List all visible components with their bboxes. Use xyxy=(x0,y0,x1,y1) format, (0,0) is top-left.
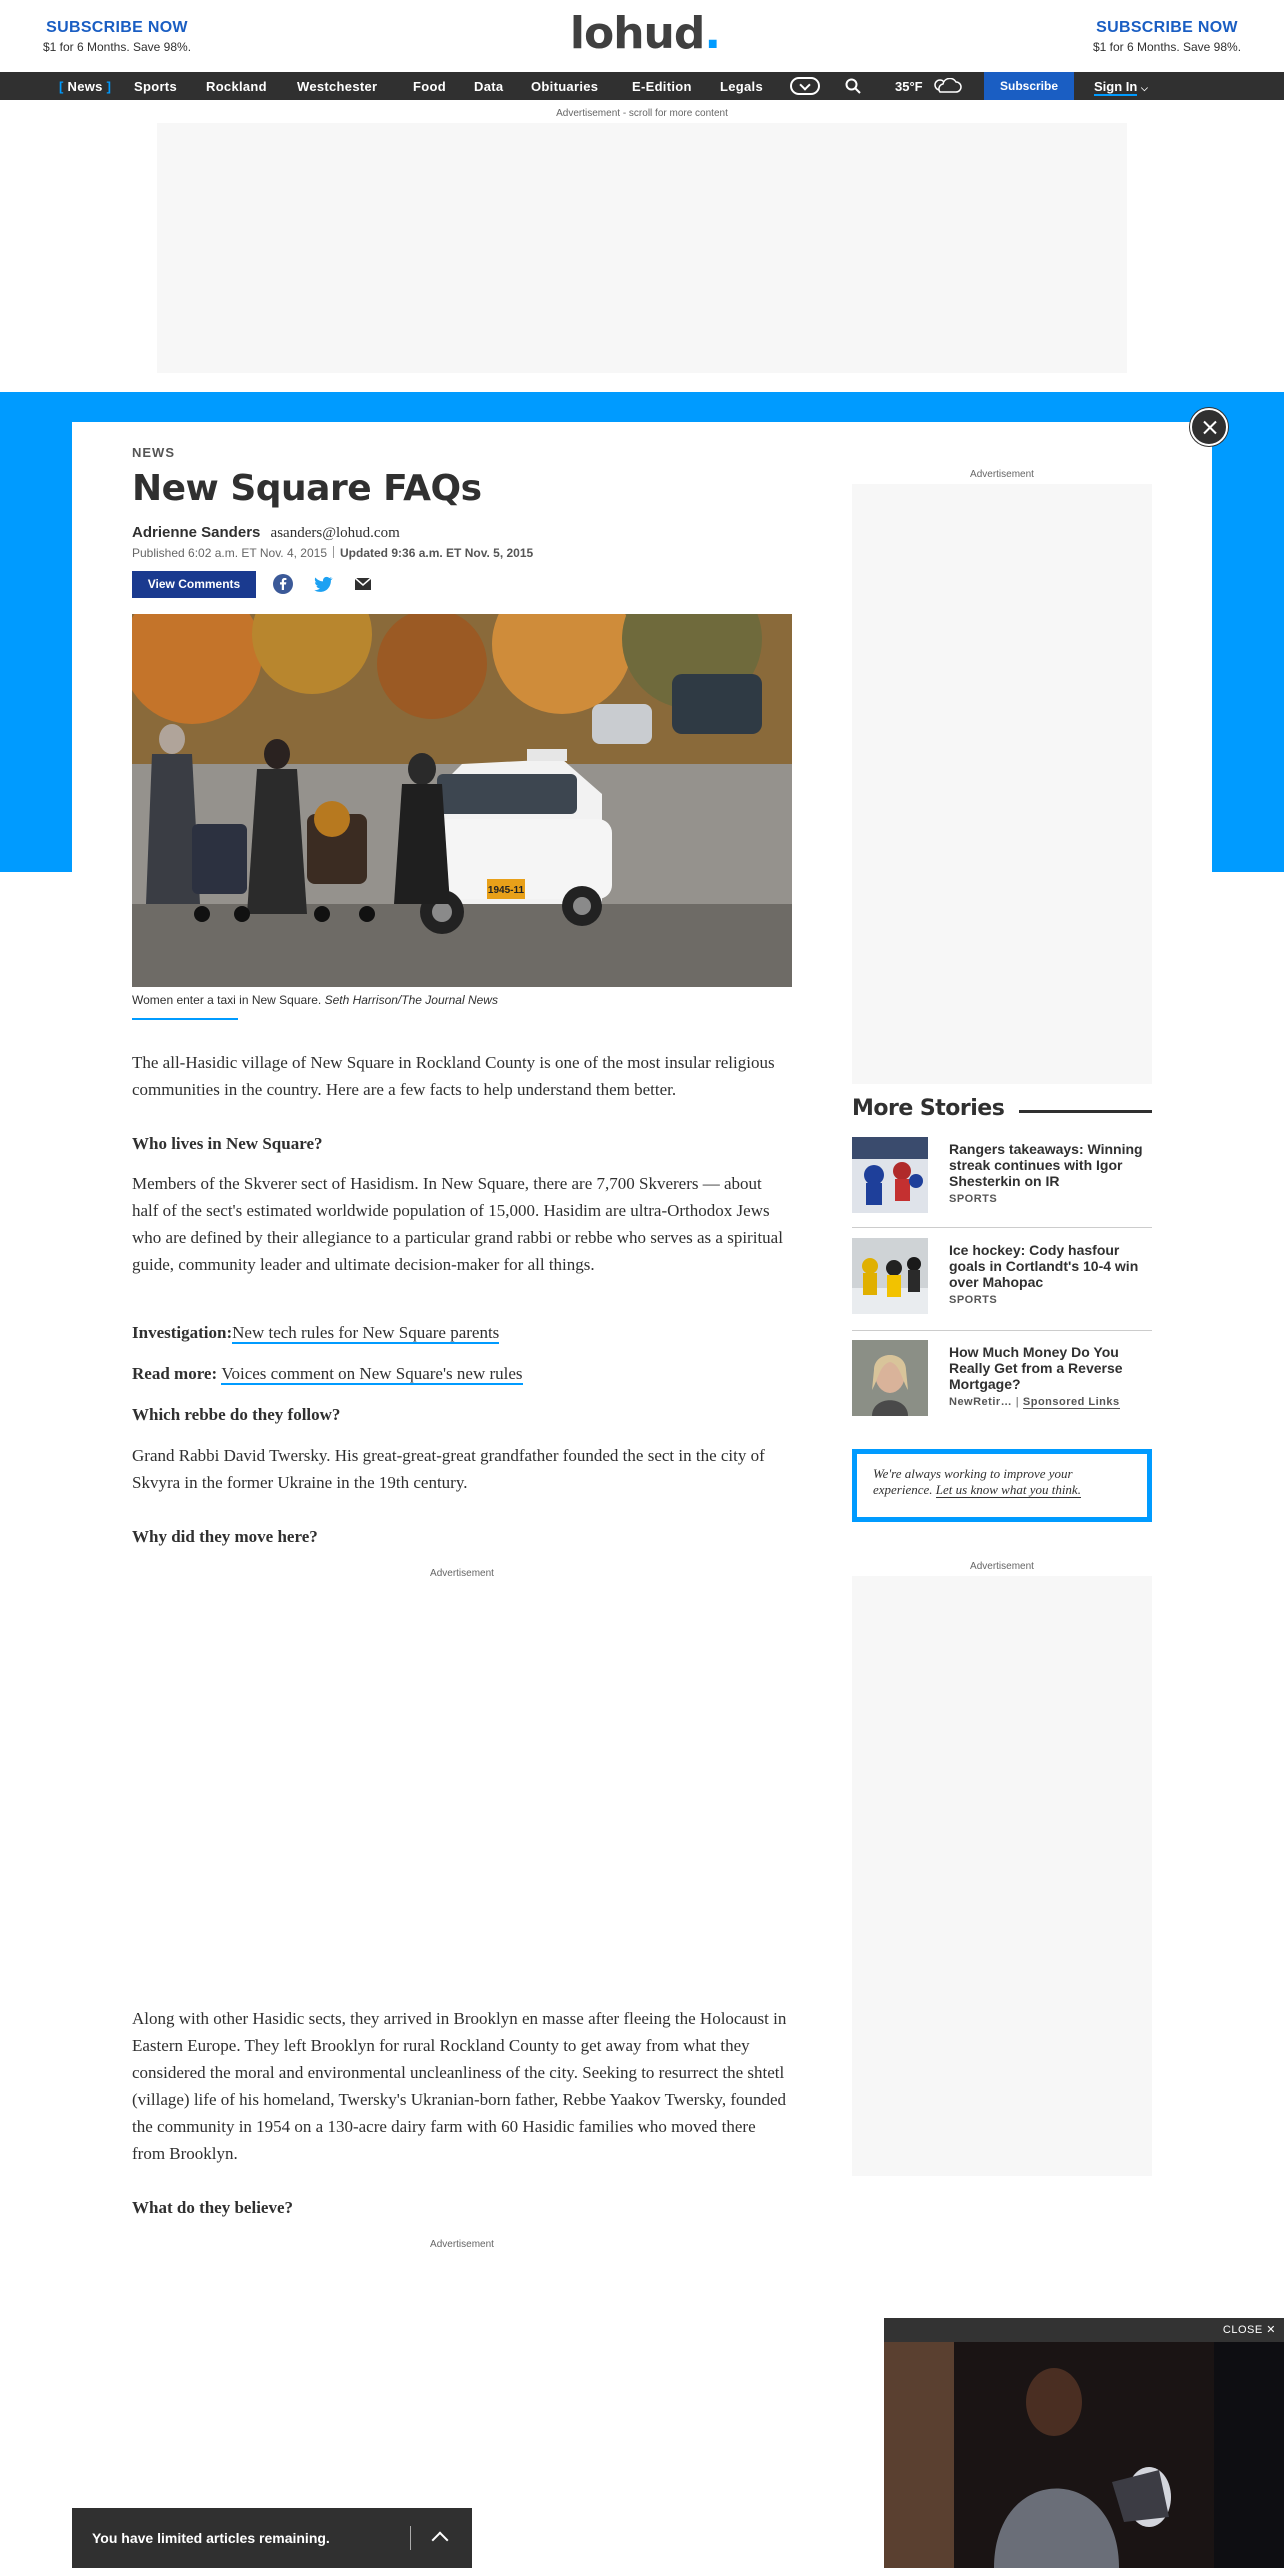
more-stories-rule xyxy=(1019,1110,1152,1113)
story-section: SPORTS xyxy=(949,1193,998,1205)
story-thumbnail[interactable] xyxy=(852,1238,928,1314)
caption-divider xyxy=(132,1018,238,1020)
sponsor-name: NewRetir… xyxy=(949,1396,1013,1408)
nav-item-sports[interactable]: Sports xyxy=(134,79,177,94)
byline xyxy=(132,524,400,542)
subscribe-title[interactable]: SUBSCRIBE NOW xyxy=(46,19,188,36)
story-section: NewRetir… | Sponsored Links xyxy=(949,1396,1120,1408)
rail-ad-label: Advertisement xyxy=(970,1561,1034,1572)
facebook-icon[interactable] xyxy=(273,574,293,594)
story-headline[interactable]: Ice hockey: Cody hasfour goals in Cortlandt's 10-4 win over Mahopac xyxy=(949,1242,1139,1290)
ad-label: Advertisement xyxy=(430,2239,494,2250)
nav-item-rockland[interactable]: Rockland xyxy=(206,79,267,94)
subscribe-promo-right[interactable] xyxy=(1067,19,1267,54)
story-headline[interactable]: How Much Money Do You Really Get from a Reverse Mortgage? xyxy=(949,1344,1123,1392)
story-thumbnail[interactable] xyxy=(852,1137,928,1213)
limited-articles-text: You have limited articles remaining. xyxy=(92,2530,330,2546)
feedback-text: We're always working to improve your experience. xyxy=(873,1466,1073,1497)
chevron-up-icon[interactable] xyxy=(432,2532,449,2549)
updated-date: Updated 9:36 a.m. ET Nov. 5, 2015 xyxy=(340,546,534,560)
logo-text: lohud xyxy=(569,8,705,59)
question-heading-2: Which rebbe do they follow? xyxy=(132,1405,341,1424)
author-email[interactable]: asanders@lohud.com xyxy=(270,525,400,541)
top-ad-slot[interactable] xyxy=(157,123,1127,373)
more-menu-icon[interactable] xyxy=(790,77,820,95)
twitter-icon[interactable] xyxy=(313,574,333,594)
main-nav xyxy=(0,72,1284,100)
intro-paragraph: The all-Hasidic village of New Square in Rockland County is one of the most insular religious communities in the country. Here are a few facts to help understand them better. xyxy=(132,1053,775,1099)
video-frame[interactable] xyxy=(884,2342,1284,2568)
logo-dot: . xyxy=(704,8,721,59)
answer-paragraph-2: Grand Rabbi David Twersky. His great-great-great grandfather founded the sect in the city of Skvyra in the former Ukraine in the 19th century. xyxy=(132,1446,765,1492)
sign-in-link[interactable]: Sign In ⌵ xyxy=(1094,79,1148,94)
more-stories-header xyxy=(852,1096,1152,1121)
nav-item-westchester[interactable]: Westchester xyxy=(297,79,378,94)
weather-cloud-icon[interactable] xyxy=(932,78,962,94)
hero-photo[interactable] xyxy=(132,614,792,987)
limited-articles-bar[interactable] xyxy=(72,2508,472,2568)
question-heading-4: What do they believe? xyxy=(132,2198,294,2217)
subscribe-offer: $1 for 6 Months. Save 98%. xyxy=(42,40,192,54)
view-comments-button[interactable]: View Comments xyxy=(132,571,256,598)
subscribe-offer: $1 for 6 Months. Save 98%. xyxy=(1092,40,1242,54)
limited-bar-separator xyxy=(410,2526,411,2550)
search-icon[interactable] xyxy=(845,78,861,94)
rail-ad-label: Advertisement xyxy=(970,469,1034,480)
question-heading-1: Who lives in New Square? xyxy=(132,1134,323,1153)
answer-paragraph-3: Along with other Hasidic sects, they arrived in Brooklyn en masse after fleeing the Holocaust in Eastern Europe. They left Brooklyn for rural Rockland County to get away from what they considered the moral and environmental uncleanliness of the city. Seeking to resurrect the shtetl (village) life of his homeland, Twersky's Ukranian-born father, Rebbe Yaakov Twersky, founded the community in 1954 on a 130-acre dairy farm with 60 Hasidic families who moved there from Brooklyn. xyxy=(132,2009,787,2163)
investigation-line xyxy=(132,1323,499,1343)
author-name[interactable]: Adrienne Sanders xyxy=(132,524,261,541)
story-thumbnail[interactable] xyxy=(852,1340,928,1416)
feedback-link[interactable]: Let us know what you think. xyxy=(935,1482,1081,1497)
rail-ad-slot-1[interactable] xyxy=(852,484,1152,1084)
nav-item-obituaries[interactable]: Obituaries xyxy=(531,79,599,94)
subscribe-title[interactable]: SUBSCRIBE NOW xyxy=(1096,19,1238,36)
section-label[interactable]: NEWS xyxy=(132,445,175,460)
page-title: New Square FAQs xyxy=(132,468,482,509)
video-top-bar xyxy=(884,2318,1284,2342)
investigation-link[interactable]: New tech rules for New Square parents xyxy=(232,1323,500,1342)
sponsored-links[interactable]: Sponsored Links xyxy=(1022,1396,1120,1408)
caption-text: Women enter a taxi in New Square. xyxy=(132,993,322,1007)
nav-item-e-edition[interactable]: E-Edition xyxy=(632,79,692,94)
ad-scroll-note: Advertisement - scroll for more content xyxy=(556,108,728,119)
story-headline[interactable]: Rangers takeaways: Winning streak continues with Igor Shesterkin on IR xyxy=(949,1141,1143,1189)
feedback-box xyxy=(852,1449,1152,1522)
story-item[interactable] xyxy=(852,1238,1152,1328)
photo-credit: Seth Harrison/The Journal News xyxy=(324,993,498,1007)
weather-temp[interactable]: 35°F xyxy=(895,79,923,94)
nav-item-food[interactable]: Food xyxy=(413,79,446,94)
story-item[interactable] xyxy=(852,1137,1152,1227)
answer-paragraph-1: Members of the Skverer sect of Hasidism. In New Square, there are 7,700 Skverers — about half of the sect's estimated worldwide population of 15,000. Hasidim are ultra-Orthodox Jews who are defined by their allegiance to a particular grand rabbi or rebbe who serves as a spiritual guide, community leader and ultimate decision-maker for all things. xyxy=(132,1174,783,1274)
subscribe-promo-left[interactable] xyxy=(17,19,217,54)
subscribe-button[interactable]: Subscribe xyxy=(984,72,1074,100)
floating-video-player[interactable] xyxy=(884,2318,1284,2568)
more-stories-title: More Stories xyxy=(852,1096,1005,1121)
story-section: SPORTS xyxy=(949,1294,998,1306)
story-divider xyxy=(852,1227,1152,1228)
question-heading-3: Why did they move here? xyxy=(132,1527,318,1546)
rail-ad-slot-2[interactable] xyxy=(852,1576,1152,2176)
photo-caption xyxy=(132,993,498,1007)
ad-label: Advertisement xyxy=(430,1568,494,1579)
published-date: Published 6:02 a.m. ET Nov. 4, 2015 xyxy=(132,546,328,560)
story-item[interactable] xyxy=(852,1340,1152,1420)
taxi-plate: 1945-11 xyxy=(487,885,525,896)
video-close-button[interactable]: CLOSE ✕ xyxy=(1222,2324,1276,2336)
read-more-line xyxy=(132,1364,523,1384)
top-header xyxy=(0,0,1284,72)
site-logo[interactable] xyxy=(560,8,730,64)
read-more-label: Read more: xyxy=(132,1364,218,1383)
publish-dates xyxy=(132,546,533,560)
story-divider xyxy=(852,1330,1152,1331)
nav-item-legals[interactable]: Legals xyxy=(720,79,763,94)
read-more-link[interactable]: Voices comment on New Square's new rules xyxy=(221,1364,523,1383)
investigation-label: Investigation: xyxy=(132,1323,233,1342)
nav-item-news[interactable]: [ News ] xyxy=(59,79,112,94)
close-article-button[interactable] xyxy=(1190,408,1228,446)
email-icon[interactable] xyxy=(353,574,373,594)
nav-item-data[interactable]: Data xyxy=(474,79,504,94)
